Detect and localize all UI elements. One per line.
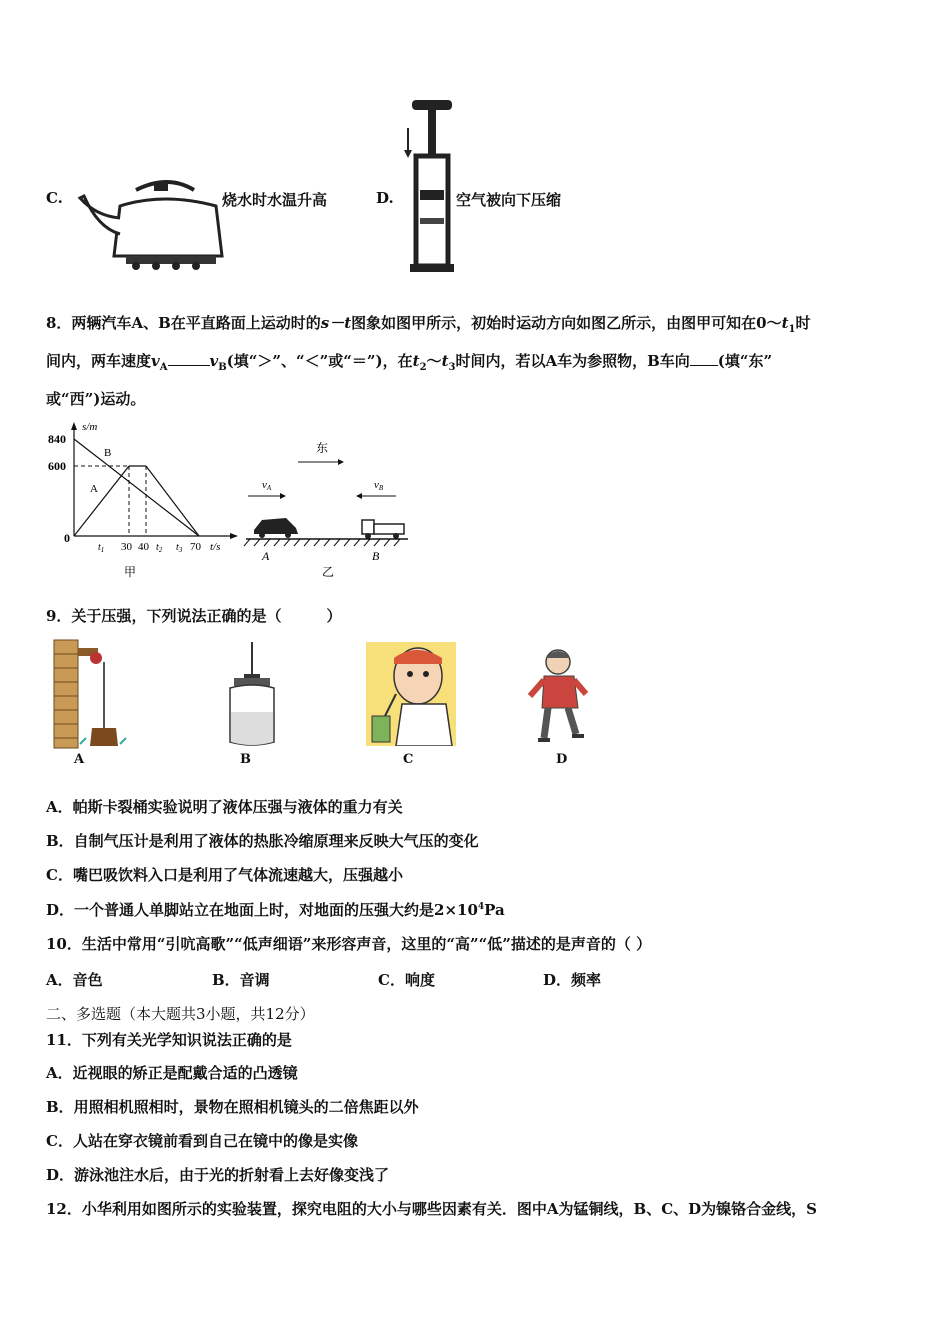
yi-label-b: B [372, 549, 380, 563]
q9-option-d-text: D．一个普通人单脚站立在地面上时，对地面的压强大约是2×10 [46, 901, 478, 919]
q8-t3-sub: 3 [448, 362, 456, 373]
q8-va-sub: A [159, 362, 168, 373]
q11-option-b[interactable]: B．用照相机照相时，景物在照相机镜头的二倍焦距以外 [46, 1098, 419, 1116]
q11-stem: 11．下列有关光学知识说法正确的是 [46, 1031, 292, 1049]
q9-fig-label-d: D [556, 752, 568, 767]
q9-option-a[interactable]: A．帕斯卡裂桶实验说明了液体压强与液体的重力有关 [46, 798, 403, 816]
q9-option-c[interactable]: C．嘴巴吸饮料入口是利用了气体流速越大，压强越小 [46, 866, 403, 884]
q9-option-d-sup: 4 [477, 902, 485, 912]
q8-line-3: 或“西”)运动。 [46, 390, 146, 408]
air-pump-image [400, 98, 460, 274]
q8-line-1 [46, 312, 811, 335]
graph-xlabel: t/s [210, 541, 221, 553]
q9-fig-label-b: B [240, 752, 251, 767]
q8-line1b-text: 图象如图甲所示，初始时运动方向如图乙所示，由图甲可知在0～ [351, 314, 782, 332]
q8-line2d-text: (填“东” [717, 352, 773, 370]
q8-line2a-text: 间内，两车速度 [46, 352, 152, 370]
section-2-title: 二、多选题（本大题共3小题，共12分） [46, 1005, 315, 1023]
q8-blank-1[interactable] [168, 351, 210, 366]
yi-label-a: A [262, 549, 270, 563]
graph-xt2: $t_2$ [156, 542, 163, 554]
graph-label-b: B [104, 447, 112, 459]
q11-option-c[interactable]: C．人站在穿衣镜前看到自己在镜中的像是实像 [46, 1132, 358, 1150]
q8-direction-diagram [240, 430, 420, 582]
q9-fig-b-barometer [222, 638, 282, 750]
q8-t2-sub: 2 [419, 362, 427, 373]
q8-line-2 [46, 350, 772, 373]
graph-x40: 40 [138, 541, 149, 553]
q8-t3: t [441, 352, 449, 370]
q10-option-c[interactable]: C．响度 [378, 971, 435, 989]
graph-x70: 70 [190, 541, 201, 553]
graph-xt3: $t_3$ [176, 542, 183, 554]
q9-fig-a-pascal-barrel [50, 638, 130, 750]
q8-vb-sub: B [218, 362, 227, 373]
q9-fig-d-person [522, 646, 592, 746]
q10-stem: 10．生活中常用“引吭高歌”“低声细语”来形容声音，这里的“高”“低”描述的是声音的（ ） [46, 935, 652, 953]
q7-option-d-text: 空气被向下压缩 [456, 191, 562, 209]
yi-caption: 乙 [322, 565, 335, 579]
graph-y600: 600 [48, 459, 66, 473]
q12-stem: 12．小华利用如图所示的实验装置，探究电阻的大小与哪些因素有关．图中A为锰铜线，B、C、D为镍铬合金线，S [46, 1200, 817, 1218]
graph-label-a: A [90, 483, 98, 495]
graph-y0: 0 [64, 531, 70, 545]
q9-option-b[interactable]: B．自制气压计是利用了液体的热胀冷缩原理来反映大气压的变化 [46, 832, 479, 850]
q9-fig-label-a: A [74, 752, 85, 767]
q8-line1-text: 8．两辆汽车A、B在平直路面上运动时的 [46, 314, 321, 332]
q8-line1c-text: 时 [795, 314, 811, 332]
q8-st: s－t [320, 314, 352, 332]
q9-fig-label-c: C [403, 752, 414, 767]
q8-blank-2[interactable] [690, 351, 718, 366]
kettle-image [76, 176, 226, 272]
q9-fig-c-drinking [366, 642, 456, 746]
q8-vb: v [209, 352, 219, 370]
q8-st-graph [44, 418, 244, 582]
q11-option-a[interactable]: A．近视眼的矫正是配戴合适的凸透镜 [46, 1064, 298, 1082]
q7-option-c-text: 烧水时水温升高 [222, 191, 328, 209]
q8-t2: t [412, 352, 420, 370]
q7-option-c-letter: C. [46, 189, 63, 207]
graph-x30: 30 [121, 541, 132, 553]
q10-option-d[interactable]: D．频率 [543, 971, 602, 989]
graph-y840: 840 [48, 432, 66, 446]
graph-ylabel: s/m [82, 421, 98, 433]
q8-line2c-text: 时间内，若以A车为参照物，B车向 [455, 352, 690, 370]
yi-va: vA [262, 479, 272, 492]
q10-option-a[interactable]: A．音色 [46, 971, 103, 989]
q8-t1: t [781, 314, 789, 332]
q9-option-d[interactable] [46, 899, 505, 920]
q9-stem: 9．关于压强，下列说法正确的是（ ） [46, 607, 342, 625]
graph-caption-jia: 甲 [124, 565, 137, 579]
q7-option-d-letter: D. [376, 189, 394, 207]
q11-option-d[interactable]: D．游泳池注水后，由于光的折射看上去好像变浅了 [46, 1166, 390, 1184]
q9-option-d-unit: Pa [484, 901, 505, 919]
q8-t1-sub: 1 [788, 324, 796, 335]
graph-xt1: $t_1$ [98, 542, 105, 554]
car-a-icon [254, 518, 298, 534]
q8-line2b-text: (填“＞”、“＜”或“＝”)，在 [226, 352, 413, 370]
q8-va: v [151, 352, 160, 370]
q8-tilde: ～ [426, 352, 442, 370]
q10-option-b[interactable]: B．音调 [212, 971, 270, 989]
yi-vb: vB [374, 479, 384, 492]
yi-east-label: 东 [316, 441, 329, 455]
truck-b-icon [362, 520, 374, 534]
